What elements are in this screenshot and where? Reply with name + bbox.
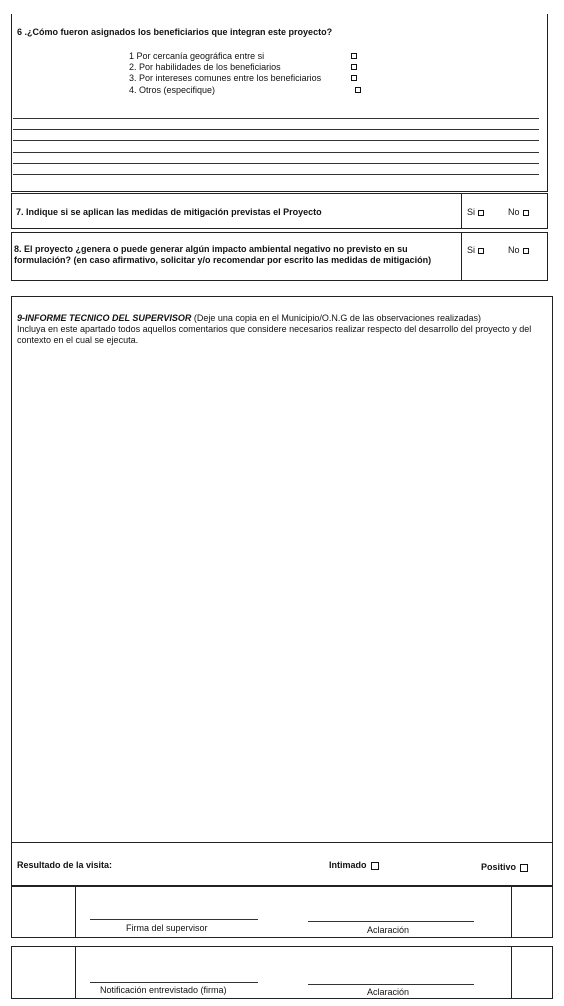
interviewee-signature-line[interactable] xyxy=(90,982,258,983)
q6-answer-line-4[interactable] xyxy=(13,152,539,153)
q6-answer-line-3[interactable] xyxy=(13,140,539,141)
q6-option-3-checkbox[interactable] xyxy=(351,75,357,81)
interviewee-signature-label: Notificación entrevistado (firma) xyxy=(100,985,227,995)
q9-instructions: Incluya en este apartado todos aquellos comentarios que considere necesarios realizar respecto del desarrollo del proyecto y del contexto en el cual se ejecuta. xyxy=(17,324,532,345)
q6-option-3 xyxy=(129,73,321,84)
supervisor-clarification-label: Aclaración xyxy=(367,925,410,935)
q6-option-4-label: 4. Otros (especifique) xyxy=(129,85,216,95)
q7-yes-checkbox[interactable] xyxy=(478,210,484,216)
supervisor-signature-line[interactable] xyxy=(90,919,258,920)
q6-option-2-checkbox[interactable] xyxy=(351,64,357,70)
q6-option-1-checkbox[interactable] xyxy=(351,53,357,59)
q6-option-1-label: 1 Por cercanía geográfica entre si xyxy=(129,51,265,61)
q6-answer-line-5[interactable] xyxy=(13,163,539,164)
q7-no-label: No xyxy=(508,207,520,217)
signature-block-2-right-divider xyxy=(511,946,512,999)
q7-yes-label: Si xyxy=(467,207,476,217)
signature-block-1-left-divider xyxy=(75,886,76,938)
q6-option-2 xyxy=(129,62,281,73)
result-positivo-checkbox[interactable] xyxy=(520,864,528,872)
q6-title: 6 .¿Cómo fueron asignados los beneficiarios que integran este proyecto? xyxy=(17,27,333,37)
q8-no-label: No xyxy=(508,245,520,255)
result-option-positivo xyxy=(481,862,528,873)
supervisor-clarification-line[interactable] xyxy=(308,921,474,922)
result-intimado-checkbox[interactable] xyxy=(371,862,379,870)
section-8-divider xyxy=(461,232,462,281)
interviewee-clarification-label: Aclaración xyxy=(367,987,410,997)
q6-option-1 xyxy=(129,51,264,62)
q8-yes xyxy=(467,245,484,256)
q7-text: 7. Indique si se aplican las medidas de mitigación previstas el Proyecto xyxy=(16,207,322,217)
section-7-divider xyxy=(461,193,462,229)
result-divider xyxy=(11,842,553,843)
signature-block-2-left-divider xyxy=(75,946,76,999)
q8-yes-checkbox[interactable] xyxy=(478,248,484,254)
q8-text: 8. El proyecto ¿genera o puede generar algún impacto ambiental negativo no previsto en su formulación? (en caso afirmativo, solicitar y/o recomendar por escrito las medidas de mitigación) xyxy=(14,244,432,265)
q7-yes xyxy=(467,207,484,218)
q8-no-checkbox[interactable] xyxy=(523,248,529,254)
result-positivo-label: Positivo xyxy=(481,862,517,872)
q8-yes-label: Si xyxy=(467,245,476,255)
q6-option-2-label: 2. Por habilidades de los beneficiarios xyxy=(129,62,281,72)
q6-option-3-label: 3. Por intereses comunes entre los beneficiarios xyxy=(129,73,322,83)
q6-option-4 xyxy=(129,85,215,96)
section-6-box xyxy=(11,14,548,192)
signature-block-2 xyxy=(11,946,553,999)
q7-no xyxy=(508,207,529,218)
q9-title: 9-INFORME TECNICO DEL SUPERVISOR xyxy=(17,313,192,323)
q8-no xyxy=(508,245,529,256)
signature-block-1 xyxy=(11,886,553,938)
interviewee-clarification-line[interactable] xyxy=(308,984,474,985)
q9-title-note: (Deje una copia en el Municipio/O.N.G de las observaciones realizadas) xyxy=(191,313,482,323)
q9-header xyxy=(17,313,547,324)
q6-answer-line-2[interactable] xyxy=(13,129,539,130)
q9-report-area[interactable] xyxy=(14,350,549,840)
signature-block-1-right-divider xyxy=(511,886,512,938)
result-option-intimado xyxy=(329,860,379,871)
q6-option-4-checkbox[interactable] xyxy=(355,87,361,93)
q7-no-checkbox[interactable] xyxy=(523,210,529,216)
supervisor-signature-label: Firma del supervisor xyxy=(126,923,208,933)
q6-answer-line-1[interactable] xyxy=(13,118,539,119)
q6-answer-line-6[interactable] xyxy=(13,174,539,175)
result-intimado-label: Intimado xyxy=(329,860,367,870)
result-label: Resultado de la visita: xyxy=(17,860,113,870)
